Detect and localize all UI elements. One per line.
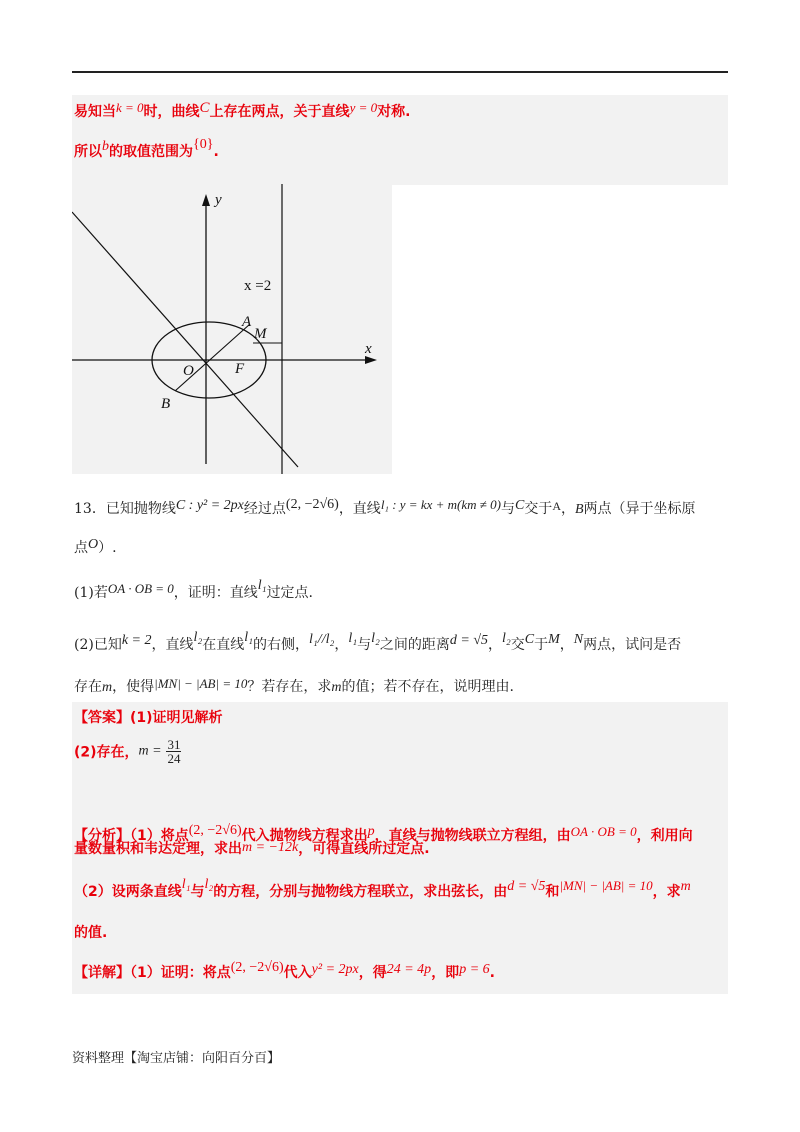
- problem-part-1: (1)若OA · OB = 0，证明：直线l₁过定点.: [74, 578, 314, 601]
- problem-line-2: 点O）.: [74, 537, 117, 556]
- coordinate-figure: [72, 184, 392, 474]
- point-m-label: M: [254, 326, 267, 342]
- analysis-line-1: 【分析】（1）将点(2, −2√6)代入抛物线方程求出p，直线与抛物线联立方程组，由OA · OB = 0，利用向: [74, 823, 693, 844]
- problem-line-1: 13．已知抛物线C : y² = 2px经过点(2, −2√6)，直线l₁ : y = kx + m(km ≠ 0)与C交于A，B两点（异于坐标原: [74, 497, 696, 517]
- analysis-line-2: 量数量积和韦达定理，求出m = −12k，可得直线所过定点.: [74, 840, 430, 857]
- answer-fraction: $\frac{31}{24}$: [167, 737, 181, 766]
- analysis-line-4: 的值.: [74, 925, 108, 941]
- solution-line-2: 所以b的取值范围为{0}.: [74, 137, 219, 160]
- problem-part-2-cont: 存在m，使得|MN| − |AB| = 10？若存在，求m的值；若不存在，说明理由.: [74, 676, 514, 695]
- point-o-label: O: [183, 363, 194, 379]
- analysis-line-3: （2）设两条直线l₁与l₂的方程，分别与抛物线方程联立，求出弦长，由d = √5和|MN| − |AB| = 10，求m: [74, 877, 691, 900]
- vertical-line-label: x =2: [244, 278, 272, 294]
- answer-line-2: (2)存在，m = $\frac{31}{24}$: [74, 737, 181, 766]
- point-f-label: F: [235, 361, 245, 377]
- point-b-label: B: [161, 396, 171, 412]
- solution-line-1: 易知当k = 0时，曲线C上存在两点，关于直线y = 0对称.: [74, 100, 411, 120]
- answer-line-1: 【答案】(1)证明见解析: [74, 710, 223, 726]
- y-axis-label: y: [215, 192, 222, 208]
- figure-background: [72, 184, 392, 474]
- detail-line-1: 【详解】（1）证明：将点(2, −2√6)代入y² = 2px，得24 = 4p，即p = 6.: [74, 960, 495, 981]
- footer-text: 资料整理【淘宝店铺：向阳百分百】: [72, 1051, 281, 1066]
- header-rule: [72, 71, 728, 73]
- point-a-label: A: [242, 314, 252, 330]
- problem-part-2: (2)已知k = 2，直线l₂在直线l₁的右侧，l₁//l₂，l₁与l₂之间的距离d = √5，l₂交C于M，N两点，试问是否: [74, 630, 682, 653]
- x-axis-label: x: [365, 341, 372, 357]
